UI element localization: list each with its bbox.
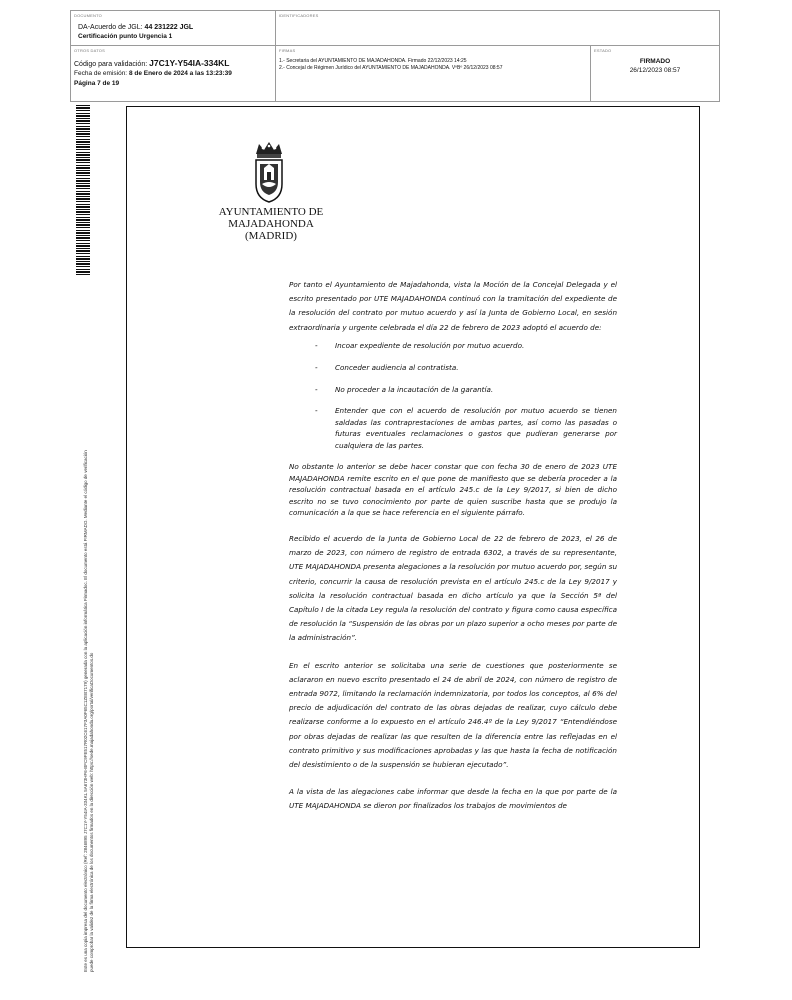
- agreement-list: [289, 339, 617, 452]
- paragraph-1: Por tanto el Ayuntamiento de Majadahonda, vista la Moción de la Concejal Delegada y el escrito presentado por UTE MAJADAHONDA continuó con la tramitación del expediente de la resolución del contrato por mutuo acuerdo y así la Junta de Gobierno Local, en sesión extraordinaria y urgente celebrada el día 22 de febrero de 2023 adoptó el acuerdo de:: [289, 280, 617, 332]
- state-cell: [591, 46, 719, 101]
- letterhead-line-2: MAJADAHONDA: [228, 218, 314, 230]
- list-item: - Conceder audiencia al contratista.: [315, 363, 459, 373]
- document-body: [289, 278, 617, 827]
- letterhead: [206, 206, 336, 242]
- document-cell: [71, 11, 276, 46]
- list-item: - Incoar expediente de resolución por mutuo acuerdo.: [315, 340, 525, 350]
- state-value: FIRMADO: [639, 58, 671, 65]
- state-date: 26/12/2023 08:57: [629, 67, 681, 74]
- document-subject: Certificación punto Urgencia 1: [78, 33, 173, 40]
- side-note-line-2: puede comprobar la validez de la firma electrónica de los documentos firmados en la dirección web: https://sede.majadahonda.org/portal/verificaDocumentos.do: [89, 652, 94, 972]
- page-number: Página 7 de 19: [74, 80, 120, 87]
- signature-entry-2: 2.- Concejal de Régimen Jurídico del AYUNTAMIENTO DE MAJADAHONDA. VºBº 26/12/2023 08:57: [279, 65, 503, 71]
- list-item: - Entender que con el acuerdo de resolución por mutuo acuerdo se tienen saldadas las contraprestaciones de ambas partes, así como las pasadas o futuras eventuales reclamaciones o gastos que pudieran generarse por cualquiera de las partes.: [315, 406, 617, 450]
- document-label: DOCUMENTO: [74, 13, 102, 18]
- identifiers-cell: [276, 11, 719, 46]
- coat-of-arms-icon: [250, 140, 288, 204]
- emission-date: 8 de Enero de 2024 a las 13:23:39: [128, 70, 232, 77]
- document-reference-label: DA-Acuerdo de JGL:: [78, 24, 143, 31]
- emission-date-line: [74, 70, 232, 77]
- validation-code-line: [74, 58, 229, 68]
- state-label: ESTADO: [594, 48, 612, 53]
- signatures-label: FIRMAS: [279, 48, 296, 53]
- barcode: [76, 105, 90, 275]
- document-number: 44 231222 JGL: [144, 24, 194, 31]
- document-reference: [78, 24, 193, 31]
- verification-side-note: [83, 282, 95, 972]
- other-data-cell: [71, 46, 276, 101]
- validation-code[interactable]: J7C1Y-Y54IA-334KL: [149, 58, 230, 68]
- paragraph-2: No obstante lo anterior se debe hacer constar que con fecha 30 de enero de 2023 UTE MAJADAHONDA remite escrito en el que pone de manifiesto que se debería proceder a la resolución contractual basada en el artículo 245.c de la Ley 9/2017, si bien de dicho escrito no se tuvo conocimiento por parte de quien suscribe hasta que se produjo la comunicación a la que se hace referencia en el siguiente párrafo.: [289, 462, 617, 518]
- other-data-label: OTROS DATOS: [74, 48, 105, 53]
- paragraph-5: A la vista de las alegaciones cabe informar que desde la fecha en la que por parte de la UTE MAJADAHONDA se dieron por finalizados los trabajos de movimientos de: [289, 787, 617, 811]
- identifiers-label: IDENTIFICADORES: [279, 13, 319, 18]
- validation-code-label: Código para validación:: [74, 61, 148, 68]
- signature-entry-1: 1.- Secretaria del AYUNTAMIENTO DE MAJADAHONDA. Firmado 22/12/2023 14:25: [279, 58, 467, 64]
- emission-date-label: Fecha de emisión:: [74, 70, 128, 77]
- letterhead-line-1: AYUNTAMIENTO DE: [218, 206, 324, 218]
- signature-header-table: [70, 10, 720, 102]
- side-note-line-1: Este es una copia impresa del documento electrónico (Ref: 2846895 J7C1Y-Y54IA-334KL 5A673HF6-BFC9FE517R02C617F3A0F65C1ZEB7179) generada con la aplicación informática Firmadoc. El documento está FIRMADO. Mediante el código de verificación: [83, 450, 88, 972]
- list-item: - No proceder a la incautación de la garantía.: [315, 385, 494, 395]
- letterhead-line-3: (MADRID): [245, 230, 297, 242]
- signatures-cell: [276, 46, 591, 101]
- paragraph-4: En el escrito anterior se solicitaba una serie de cuestiones que posteriormente se aclararon en nuevo escrito presentado el 24 de abril de 2024, con número de registro de entrada 9072, limitando la reclamación indemnizatoria, por todos los conceptos, al 6% del precio de adjudicación del contrato de las obras dejadas de realizar, cuyo cálculo debe realizarse conforme a lo expuesto en el artículo 246.4º de la Ley 9/2017 “Entendiéndose por obras dejadas de realizar las que resulten de la diferencia entre las reflejadas en el contrato primitivo y sus modificaciones aprobadas y las que hasta la fecha de notificación del desistimiento o de la suspensión se hubieran ejecutado”.: [289, 660, 617, 769]
- paragraph-3: Recibido el acuerdo de la Junta de Gobierno Local de 22 de febrero de 2023, el 26 de marzo de 2023, con número de registro de entrada 6302, a través de su representante, UTE MAJADAHONDA presenta alegaciones a la resolución por mutuo acuerdo por, según su criterio, concurrir la causa de resolución prevista en el artículo 245.c de la Ley 9/2017 y solicita la resolución contractual basada en dicho artículo ya que la Sección 5ª del Capítulo I de la citada Ley regula la resolución del contrato y figura como causa específica de resolución la “Suspensión de las obras por un plazo superior a ocho meses por parte de la administración”.: [289, 533, 617, 643]
